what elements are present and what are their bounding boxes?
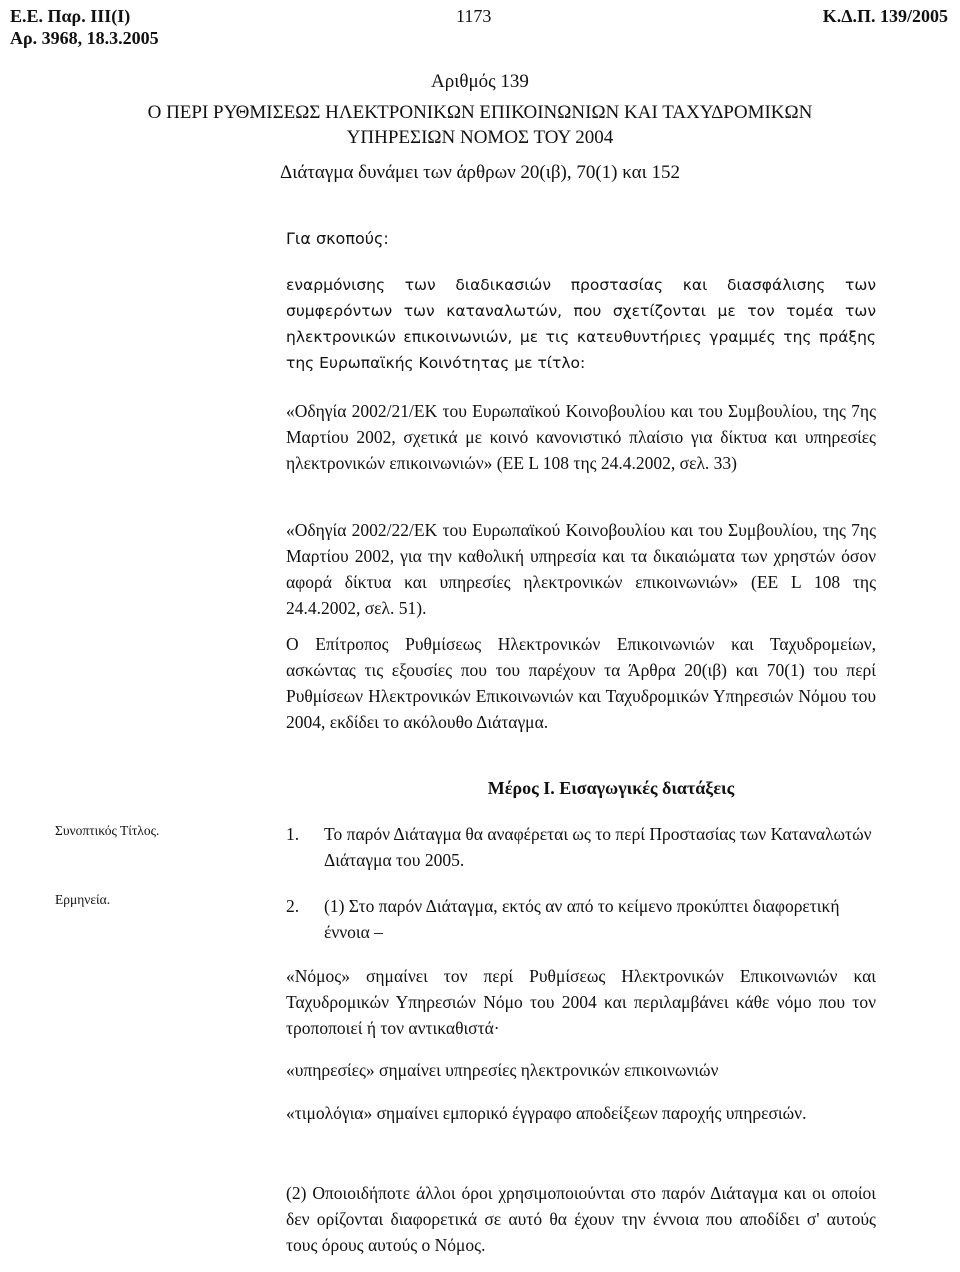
law-title-line-1: Ο ΠΕΡΙ ΡΥΘΜΙΣΕΩΣ ΗΛΕΚΤΡΟΝΙΚΩΝ ΕΠΙΚΟΙΝΩΝΙΩΝ ΚΑΙ ΤΑΧΥΔΡΟΜΙΚΩΝ (147, 102, 813, 123)
definition-law (286, 963, 876, 1041)
margin-note-interpretation: Ερμηνεία. (55, 892, 111, 907)
directive-2-text: «Οδηγία 2002/22/ΕΚ του Ευρωπαϊκού Κοινοβουλίου και του Συμβουλίου, της 7ης Μαρτίου 2002, για την καθολική υπηρεσία και τα δικαιώματα των χρηστών όσον αφορά δίκτυα και υπηρεσίες ηλεκτρονικών επικοινωνιών» (ΕΕ L 108 της 24.4.2002, σελ. 51). (286, 520, 876, 618)
definition-invoices-text: «τιμολόγια» σημαίνει εμπορικό έγγραφο αποδείξεων παροχής υπηρεσιών. (286, 1103, 807, 1123)
margin-note-short-title: Συνοπτικός Τίτλος. (55, 823, 160, 838)
gazette-number: Αρ. 3968, 18.3.2005 (10, 28, 159, 48)
purposes-label: Για σκοπούς: (286, 229, 389, 248)
commissioner-paragraph (286, 631, 876, 735)
subsection-2-text: (2) Οποιοιδήποτε άλλοι όροι χρησιμοποιούνται στο παρόν Διάταγμα και οι οποίοι δεν ορίζονται διαφορετικά σε αυτό θα έχουν την έννοια που αποδίδει σ' αυτούς τους όρους αυτούς ο Νόμος. (286, 1183, 876, 1255)
directive-2 (286, 517, 876, 621)
definition-invoices (286, 1100, 876, 1126)
order-basis: Διάταγμα δυνάμει των άρθρων 20(ιβ), 70(1) και 152 (279, 162, 680, 183)
definition-services-text: «υπηρεσίες» σημαίνει υπηρεσίες ηλεκτρονικών επικοινωνιών (286, 1060, 719, 1080)
gazette-part: Ε.Ε. Παρ. ΙΙΙ(Ι) (10, 6, 131, 26)
purposes-paragraph: εναρμόνισης των διαδικασιών προστασίας και διασφάλισης των συμφερόντων των καταναλωτών, που σχετίζονται με τον τομέα των ηλεκτρονικών επικοινωνιών, με τις κατευθυντήριες γραμμές της πράξης της Ευρωπαϊκής Κοινότητας με τίτλο: (286, 276, 876, 372)
section-2-text: (1) Στο παρόν Διάταγμα, εκτός αν από το κείμενο προκύπτει διαφορετική έννοια – (324, 896, 840, 942)
directive-1-text: «Οδηγία 2002/21/ΕΚ του Ευρωπαϊκού Κοινοβουλίου και του Συμβουλίου, της 7ης Μαρτίου 2002, σχετικά με κοινό κανονιστικό πλαίσιο για δίκτυα και υπηρεσίες ηλεκτρονικών επικοινωνιών» (ΕΕ L 108 της 24.4.2002, σελ. 33) (286, 401, 876, 473)
page-number: 1173 (456, 6, 492, 26)
section-2-number: 2. (286, 896, 300, 916)
definition-services (286, 1057, 876, 1083)
kdp-reference: Κ.Δ.Π. 139/2005 (822, 6, 948, 26)
order-number: Αριθμός 139 (431, 71, 529, 92)
definition-law-text: «Νόμος» σημαίνει τον περί Ρυθμίσεως Ηλεκτρονικών Επικοινωνιών και Ταχυδρομικών Υπηρεσιών Νόμο του 2004 και περιλαμβάνει κάθε νόμο που τον τροποποιεί ή τον αντικαθιστά· (286, 966, 876, 1038)
directive-1 (286, 398, 876, 476)
subsection-2 (286, 1180, 876, 1258)
purposes-text (286, 272, 876, 376)
section-1-number: 1. (286, 824, 300, 844)
section-1-text: Το παρόν Διάταγμα θα αναφέρεται ως το περί Προστασίας των Καταναλωτών Διάταγμα του 2005. (324, 824, 872, 870)
commissioner-text: Ο Επίτροπος Ρυθμίσεως Ηλεκτρονικών Επικοινωνιών και Ταχυδρομείων, ασκώντας τις εξουσίες που του παρέχουν τα Άρθρα 20(ιβ) και 70(1) του περί Ρυθμίσεων Ηλεκτρονικών Επικοινωνιών και Ταχυδρομικών Υπηρεσιών Νόμου του 2004, εκδίδει το ακόλουθο Διάταγμα. (286, 634, 876, 732)
part-heading: Μέρος Ι. Εισαγωγικές διατάξεις (487, 778, 735, 798)
law-title-line-2: ΥΠΗΡΕΣΙΩΝ ΝΟΜΟΣ ΤΟΥ 2004 (346, 127, 614, 148)
